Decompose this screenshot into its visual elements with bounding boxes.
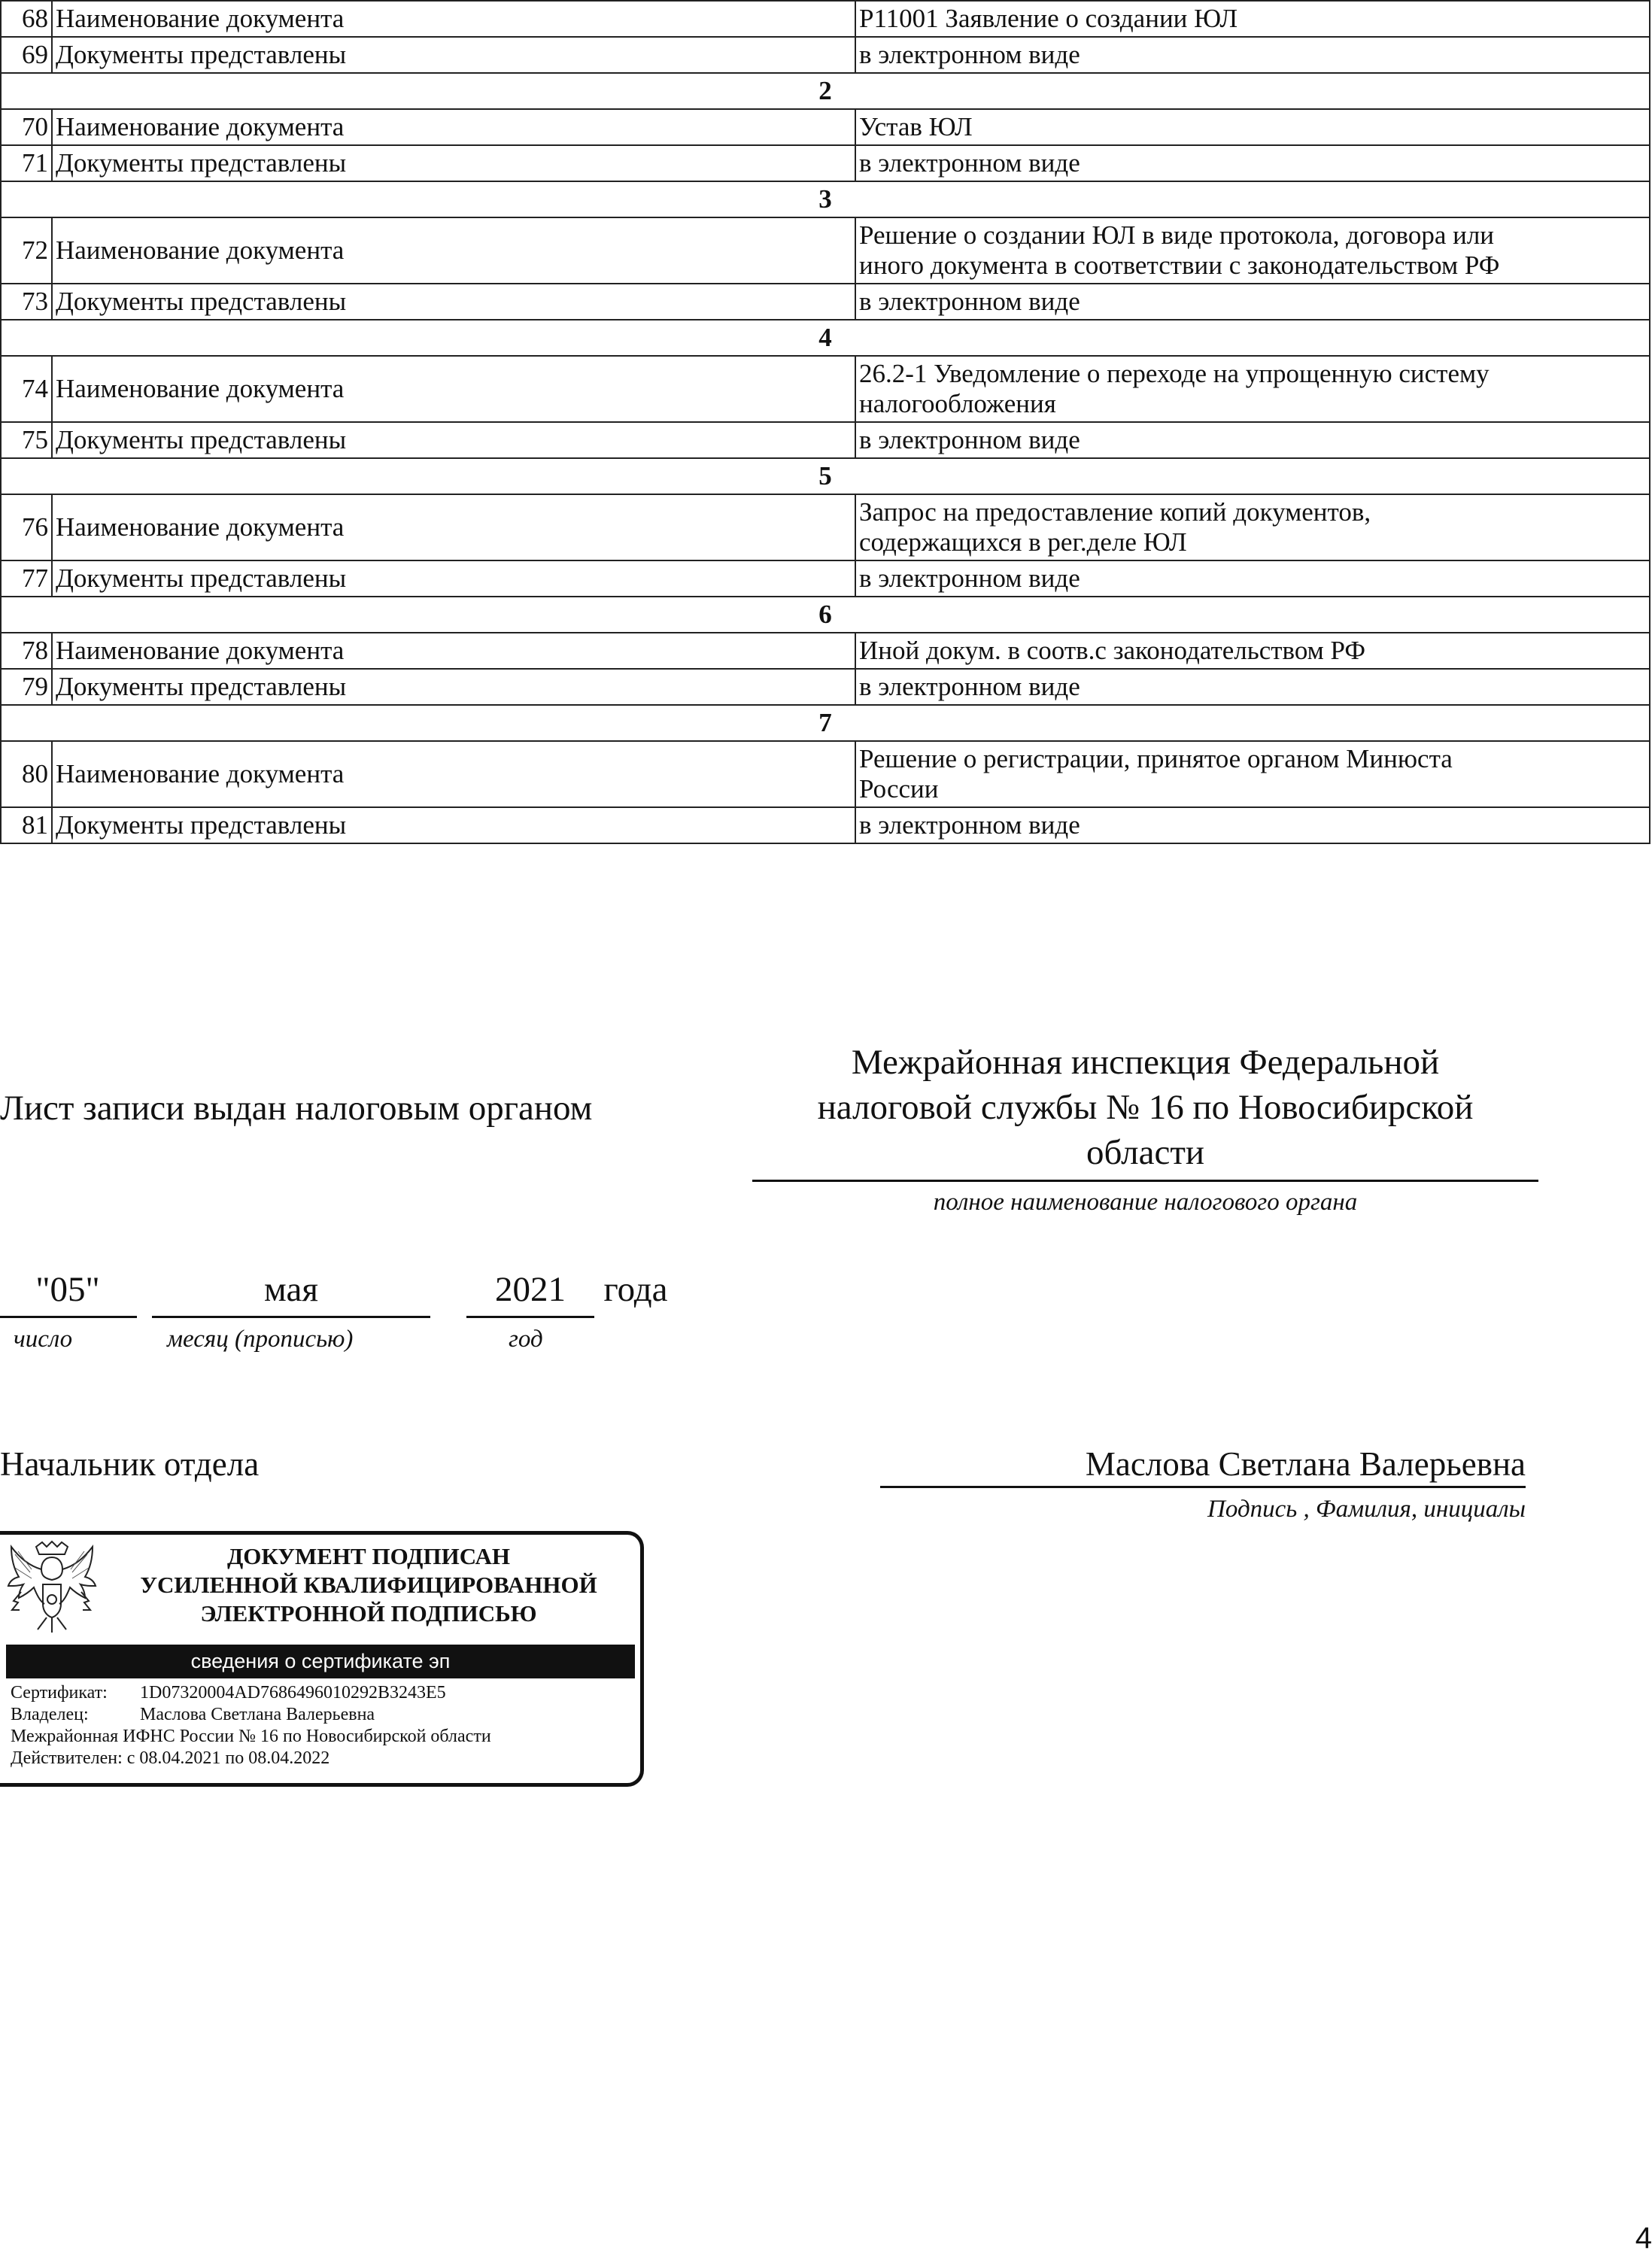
- row-value: [855, 356, 1650, 422]
- row-number: 74: [1, 356, 52, 422]
- date-month-caption: месяц (прописью): [167, 1326, 354, 1353]
- row-value-line: Решение о создании ЮЛ в виде протокола, договора или: [859, 220, 1495, 250]
- row-value: [855, 669, 1650, 705]
- row-label: Наименование документа: [52, 109, 855, 145]
- row-label: Наименование документа: [52, 741, 855, 807]
- validity-label: Действителен:: [11, 1748, 123, 1768]
- row-value-line: в электронном виде: [859, 425, 1080, 454]
- row-value: [855, 1, 1650, 37]
- electronic-signature-stamp: [0, 1531, 644, 1787]
- row-value: [855, 422, 1650, 458]
- date-day-underline: [0, 1316, 137, 1318]
- row-label: Документы представлены: [52, 422, 855, 458]
- table-row: [1, 422, 1650, 458]
- row-number: 81: [1, 807, 52, 843]
- page-number: 4: [1635, 2222, 1652, 2255]
- row-number: 70: [1, 109, 52, 145]
- signer-name: Маслова Светлана Валерьевна: [1085, 1445, 1526, 1483]
- table-row: [1, 633, 1650, 669]
- certificate-label: Сертификат:: [11, 1683, 108, 1703]
- date-year: 2021: [495, 1270, 566, 1309]
- validity-value: с 08.04.2021 по 08.04.2022: [126, 1748, 330, 1768]
- row-value: [855, 284, 1650, 320]
- section-header-row: [1, 705, 1650, 741]
- row-number: 68: [1, 1, 52, 37]
- row-number: 77: [1, 560, 52, 597]
- stamp-title-line: ДОКУМЕНТ ПОДПИСАН: [226, 1543, 511, 1569]
- row-number: 73: [1, 284, 52, 320]
- section-header-row: [1, 320, 1650, 356]
- date-month-underline: [152, 1316, 430, 1318]
- row-value: [855, 560, 1650, 597]
- row-value-line: России: [859, 774, 939, 803]
- table-row: [1, 807, 1650, 843]
- row-number: 69: [1, 37, 52, 73]
- row-value: [855, 37, 1650, 73]
- row-label: Документы представлены: [52, 37, 855, 73]
- row-label: Документы представлены: [52, 560, 855, 597]
- coat-of-arms-icon: [5, 1539, 99, 1639]
- stamp-title-line: УСИЛЕННОЙ КВАЛИФИЦИРОВАННОЙ: [140, 1572, 597, 1598]
- row-value-line: Решение о регистрации, принятое органом Минюста: [859, 744, 1453, 773]
- row-label: Документы представлены: [52, 669, 855, 705]
- date-year-underline: [466, 1316, 594, 1318]
- signer-position: Начальник отдела: [0, 1445, 260, 1483]
- issued-by-label: Лист записи выдан налоговым органом: [0, 1089, 593, 1128]
- table-row: [1, 494, 1650, 560]
- row-number: 80: [1, 741, 52, 807]
- date-suffix: года: [603, 1270, 668, 1309]
- date-month: мая: [264, 1270, 318, 1309]
- date-day-caption: число: [14, 1326, 73, 1353]
- row-value-line: Р11001 Заявление о создании ЮЛ: [859, 4, 1238, 33]
- row-value-line: налогообложения: [859, 389, 1056, 418]
- row-number: 76: [1, 494, 52, 560]
- signature-caption: Подпись , Фамилия, инициалы: [1207, 1496, 1526, 1523]
- row-value: [855, 741, 1650, 807]
- stamp-title: [113, 1542, 624, 1628]
- owner-label: Владелец:: [11, 1705, 89, 1724]
- row-value: [855, 109, 1650, 145]
- row-number: 71: [1, 145, 52, 181]
- certificate-info-bar: сведения о сертификате эп: [6, 1645, 635, 1678]
- row-value-line: Иной докум. в соотв.с законодательством РФ: [859, 636, 1366, 665]
- table-row: [1, 669, 1650, 705]
- records-body: [1, 1, 1650, 843]
- section-number: 6: [1, 597, 1650, 633]
- date-day: "05": [35, 1270, 100, 1309]
- certificate-details: [11, 1682, 491, 1769]
- row-value: [855, 633, 1650, 669]
- row-value-line: в электронном виде: [859, 810, 1080, 840]
- records-table: [0, 0, 1650, 844]
- tax-authority-name: [752, 1040, 1538, 1175]
- row-value: [855, 494, 1650, 560]
- row-label: Наименование документа: [52, 356, 855, 422]
- tax-authority-caption: полное наименование налогового органа: [933, 1189, 1358, 1216]
- row-number: 78: [1, 633, 52, 669]
- row-label: Наименование документа: [52, 217, 855, 284]
- row-value-line: в электронном виде: [859, 672, 1080, 701]
- row-value-line: 26.2-1 Уведомление о переходе на упрощенную систему: [859, 359, 1490, 388]
- table-row: [1, 560, 1650, 597]
- row-value: [855, 217, 1650, 284]
- tax-authority-line: области: [1086, 1133, 1205, 1172]
- row-value-line: в электронном виде: [859, 148, 1080, 178]
- certificate-value: 1D07320004AD7686496010292B3243E5: [140, 1683, 446, 1703]
- row-value-line: Запрос на предоставление копий документов,: [859, 497, 1371, 527]
- row-value: [855, 145, 1650, 181]
- table-row: [1, 356, 1650, 422]
- table-row: [1, 145, 1650, 181]
- row-label: Наименование документа: [52, 633, 855, 669]
- owner-value: Маслова Светлана Валерьевна: [140, 1705, 375, 1724]
- table-row: [1, 37, 1650, 73]
- row-value: [855, 807, 1650, 843]
- tax-authority-line: налоговой службы № 16 по Новосибирской: [817, 1088, 1474, 1127]
- table-row: [1, 109, 1650, 145]
- tax-authority-line: Межрайонная инспекция Федеральной: [851, 1043, 1440, 1082]
- row-value-line: содержащихся в рег.деле ЮЛ: [859, 527, 1187, 557]
- table-row: [1, 741, 1650, 807]
- section-number: 7: [1, 705, 1650, 741]
- section-header-row: [1, 597, 1650, 633]
- row-label: Наименование документа: [52, 494, 855, 560]
- signature-underline: [880, 1486, 1526, 1488]
- section-number: 3: [1, 181, 1650, 217]
- table-row: [1, 284, 1650, 320]
- row-number: 79: [1, 669, 52, 705]
- stamp-title-line: ЭЛЕКТРОННОЙ ПОДПИСЬЮ: [200, 1600, 537, 1627]
- tax-authority-underline: [752, 1180, 1538, 1182]
- section-number: 2: [1, 73, 1650, 109]
- row-value-line: иного документа в соответствии с законодательством РФ: [859, 251, 1500, 280]
- row-value-line: Устав ЮЛ: [859, 112, 973, 141]
- section-header-row: [1, 181, 1650, 217]
- section-header-row: [1, 458, 1650, 494]
- section-number: 5: [1, 458, 1650, 494]
- table-row: [1, 217, 1650, 284]
- row-label: Документы представлены: [52, 145, 855, 181]
- section-number: 4: [1, 320, 1650, 356]
- row-value-line: в электронном виде: [859, 563, 1080, 593]
- row-label: Наименование документа: [52, 1, 855, 37]
- row-number: 72: [1, 217, 52, 284]
- row-value-line: в электронном виде: [859, 40, 1080, 69]
- table-row: [1, 1, 1650, 37]
- row-value-line: в электронном виде: [859, 287, 1080, 316]
- row-label: Документы представлены: [52, 807, 855, 843]
- row-number: 75: [1, 422, 52, 458]
- certificate-organization: Межрайонная ИФНС России № 16 по Новосибирской области: [11, 1727, 491, 1746]
- date-year-caption: год: [509, 1326, 543, 1353]
- section-header-row: [1, 73, 1650, 109]
- row-label: Документы представлены: [52, 284, 855, 320]
